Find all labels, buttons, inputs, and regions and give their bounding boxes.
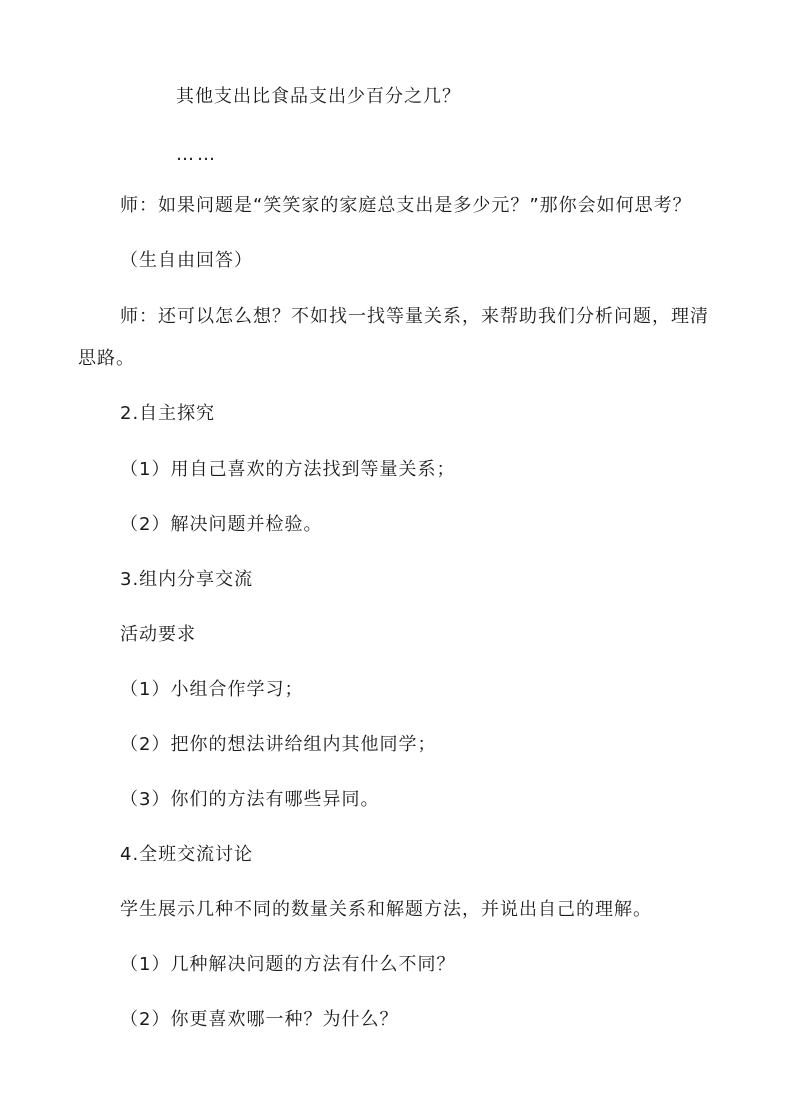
activity-requirements-label: 活动要求 (120, 624, 196, 645)
question-line: 其他支出比食品支出少百分之几？ (176, 86, 461, 107)
list-item: （1）几种解决问题的方法有什么不同？ (120, 954, 456, 975)
teacher-line-1: 师：如果问题是“笑笑家的家庭总支出是多少元？”那你会如何思考？ (120, 195, 692, 216)
paragraph: 学生展示几种不同的数量关系和解题方法，并说出自己的理解。 (120, 899, 652, 920)
list-item: （1）用自己喜欢的方法找到等量关系； (120, 459, 456, 480)
student-answer-note: （生自由回答） (120, 250, 253, 271)
list-item: （2）你更喜欢哪一种？为什么？ (120, 1009, 399, 1030)
list-item: （2）把你的想法讲给组内其他同学； (120, 734, 437, 755)
teacher-line-2-cont: 思路。 (78, 348, 135, 369)
list-item: （1）小组合作学习； (120, 679, 304, 700)
section-heading-2: 2.自主探究 (120, 403, 216, 424)
ellipsis-line: …… (176, 144, 218, 165)
section-heading-4: 4.全班交流讨论 (120, 844, 254, 865)
section-heading-3: 3.组内分享交流 (120, 569, 254, 590)
list-item: （3）你们的方法有哪些异同。 (120, 789, 380, 810)
teacher-line-2: 师：还可以怎么想？不如找一找等量关系，来帮助我们分析问题，理清 (120, 306, 709, 327)
list-item: （2）解决问题并检验。 (120, 514, 323, 535)
